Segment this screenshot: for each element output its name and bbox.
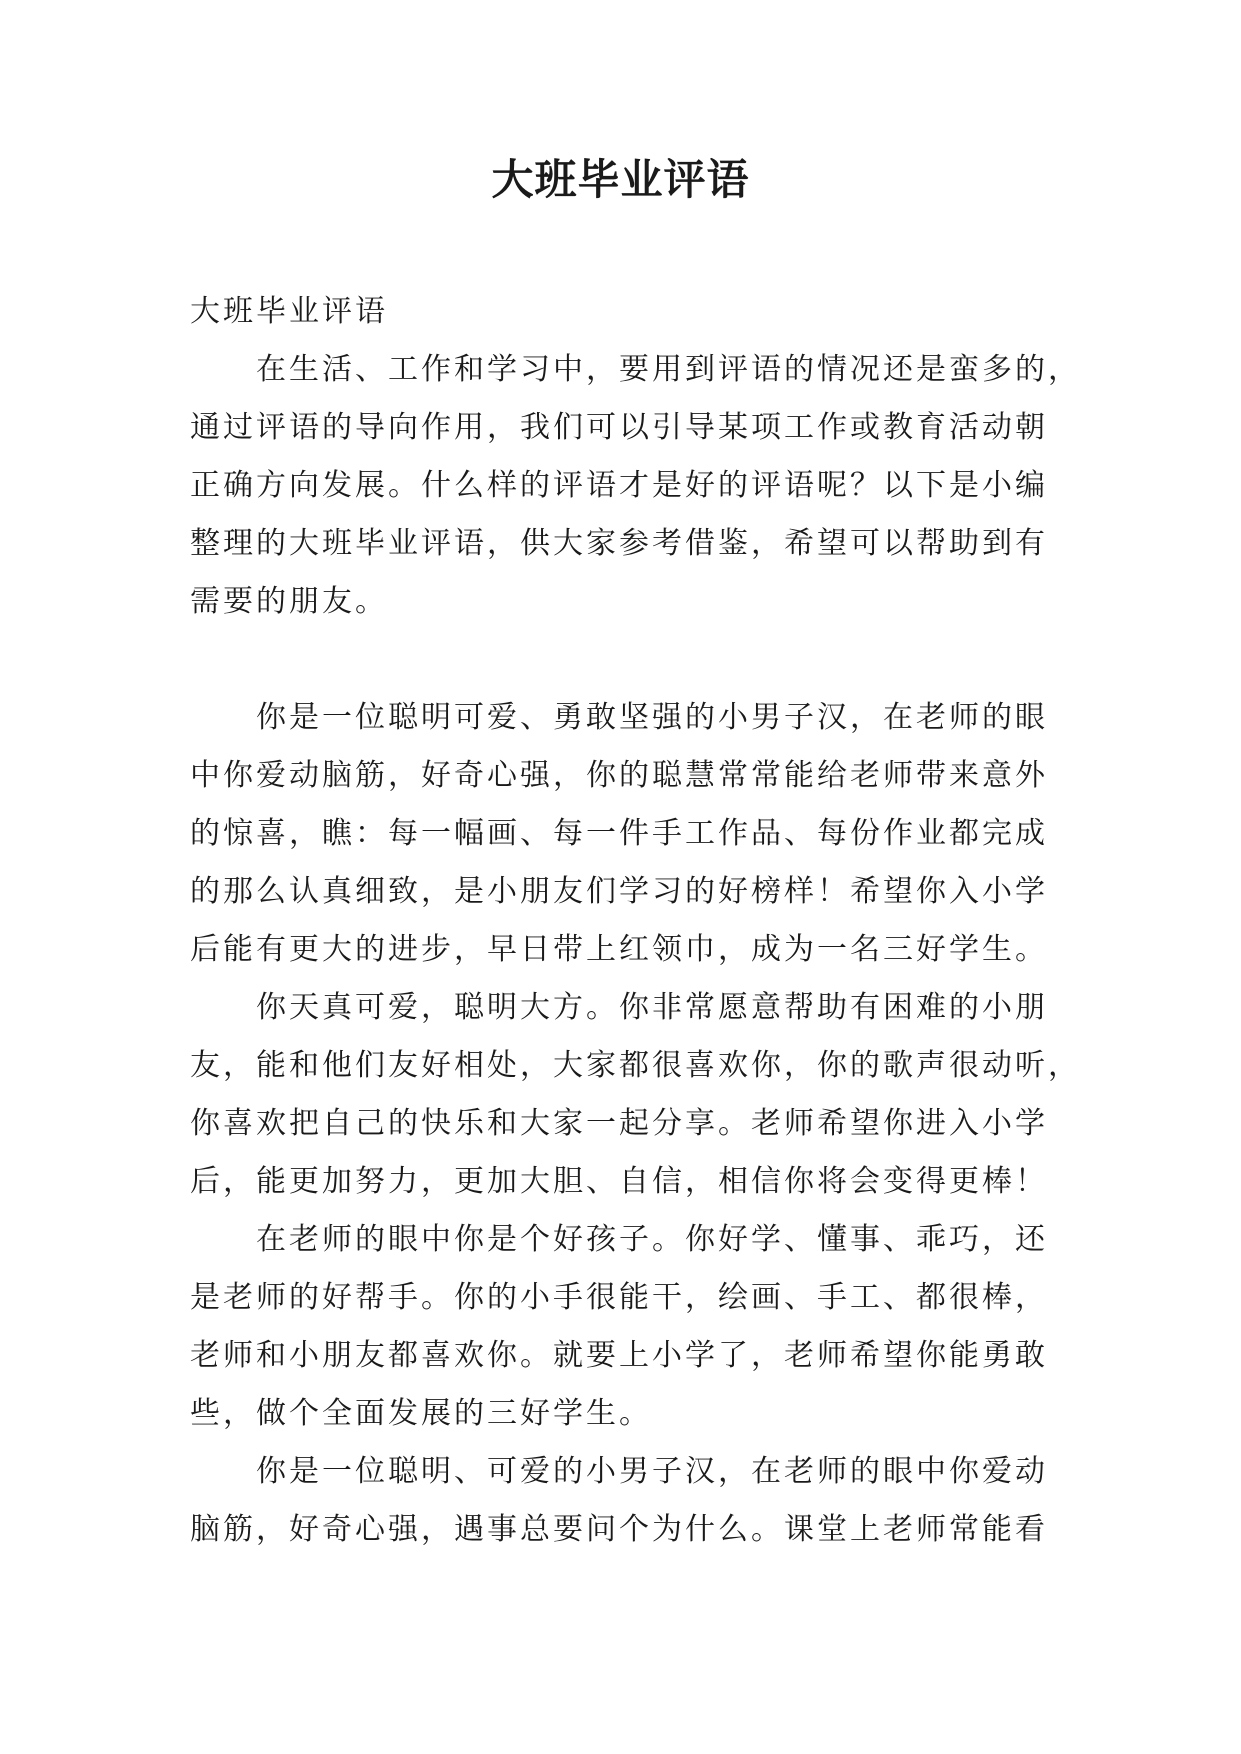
paragraph-2-line: 后，能更加努力，更加大胆、自信，相信你将会变得更棒！ (190, 1164, 1048, 1199)
paragraph-2-line: 你天真可爱，聪明大方。你非常愿意帮助有困难的小朋 (256, 990, 1048, 1025)
paragraph-spacer (190, 631, 1070, 689)
paragraph-3-line: 是老师的好帮手。你的小手很能干，绘画、手工、都很棒， (190, 1280, 1048, 1315)
paragraph-1-line: 你是一位聪明可爱、勇敢坚强的小男子汉，在老师的眼 (256, 700, 1048, 735)
document-subtitle: 大班毕业评语 (190, 294, 388, 329)
paragraph-3-line: 在老师的眼中你是个好孩子。你好学、懂事、乖巧，还 (256, 1222, 1048, 1257)
paragraph-1-line: 的那么认真细致，是小朋友们学习的好榜样！希望你入小学 (190, 874, 1048, 909)
paragraph-3-line: 些，做个全面发展的三好学生。 (190, 1396, 652, 1431)
document-title: 大班毕业评语 (491, 155, 750, 204)
paragraph-1-line: 的惊喜，瞧：每一幅画、每一件手工作品、每份作业都完成 (190, 816, 1048, 851)
intro-line: 整理的大班毕业评语，供大家参考借鉴，希望可以帮助到有 (190, 526, 1048, 561)
paragraph-3-line: 老师和小朋友都喜欢你。就要上小学了，老师希望你能勇敢 (190, 1338, 1048, 1373)
paragraph-1-line: 后能有更大的进步，早日带上红领巾，成为一名三好学生。 (190, 932, 1048, 967)
document-body (190, 283, 1081, 1559)
intro-line: 在生活、工作和学习中，要用到评语的情况还是蛮多的， (256, 352, 1081, 387)
paragraph-4-line: 脑筋，好奇心强，遇事总要问个为什么。课堂上老师常能看 (190, 1512, 1048, 1547)
intro-line: 正确方向发展。什么样的评语才是好的评语呢？以下是小编 (190, 468, 1048, 503)
paragraph-2-line: 友，能和他们友好相处，大家都很喜欢你，你的歌声很动听， (190, 1048, 1081, 1083)
paragraph-2-line: 你喜欢把自己的快乐和大家一起分享。老师希望你进入小学 (190, 1106, 1048, 1141)
paragraph-1-line: 中你爱动脑筋，好奇心强，你的聪慧常常能给老师带来意外 (190, 758, 1048, 793)
intro-line: 通过评语的导向作用，我们可以引导某项工作或教育活动朝 (190, 410, 1048, 445)
intro-line: 需要的朋友。 (190, 584, 388, 619)
paragraph-4-line: 你是一位聪明、可爱的小男子汉，在老师的眼中你爱动 (256, 1454, 1048, 1489)
